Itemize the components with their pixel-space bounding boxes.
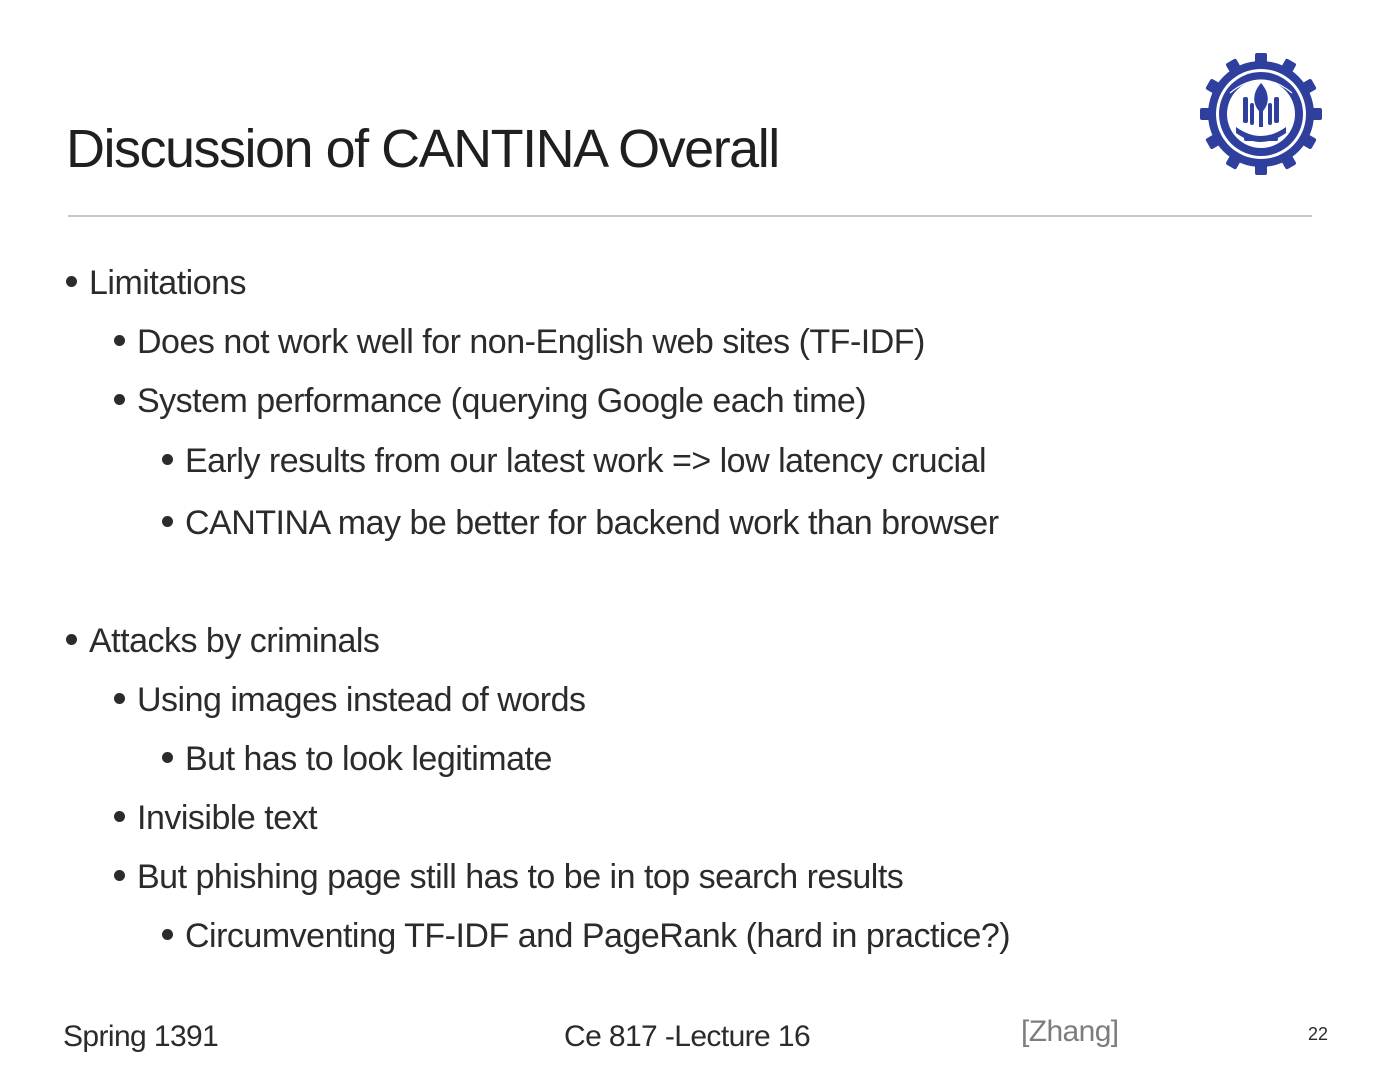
bullet-text: Attacks by criminals	[89, 622, 380, 660]
bullet-dot-icon	[114, 335, 125, 346]
bullet-text: Does not work well for non-English web sites (TF-IDF)	[137, 323, 925, 361]
bullet-item	[114, 858, 903, 897]
bullet-dot-icon	[114, 811, 125, 822]
bullet-item	[114, 681, 586, 720]
bullet-item	[114, 799, 317, 838]
bullet-dot-icon	[162, 752, 173, 763]
title-divider	[68, 215, 1312, 217]
bullet-dot-icon	[162, 454, 173, 465]
slide-title: Discussion of CANTINA Overall	[66, 119, 779, 179]
bullet-text: But phishing page still has to be in top search results	[137, 858, 904, 896]
footer-reference: [Zhang]	[1021, 1015, 1119, 1048]
footer-term: Spring 1391	[63, 1020, 219, 1053]
bullet-text: Invisible text	[137, 799, 318, 837]
bullet-text: System performance (querying Google each time)	[137, 382, 867, 420]
bullet-text: CANTINA may be better for backend work than browser	[185, 504, 999, 542]
bullet-item	[162, 504, 999, 543]
bullet-item	[114, 382, 866, 421]
university-seal-icon	[1200, 53, 1322, 175]
bullet-text: Circumventing TF-IDF and PageRank (hard in practice?)	[185, 917, 1011, 955]
bullet-dot-icon	[162, 929, 173, 940]
bullet-text: Limitations	[89, 264, 247, 302]
bullet-dot-icon	[114, 693, 125, 704]
bullet-dot-icon	[114, 870, 125, 881]
bullet-item	[162, 740, 552, 779]
footer-course: Ce 817 -Lecture 16	[564, 1020, 811, 1053]
bullet-item	[66, 264, 246, 303]
bullet-text: But has to look legitimate	[185, 740, 552, 778]
bullet-text: Using images instead of words	[137, 681, 586, 719]
bullet-dot-icon	[162, 516, 173, 527]
bullet-text: Early results from our latest work => low latency crucial	[185, 442, 987, 480]
bullet-dot-icon	[66, 276, 77, 287]
page-number: 22	[1308, 1024, 1329, 1044]
bullet-dot-icon	[114, 394, 125, 405]
bullet-item	[114, 323, 925, 362]
bullet-item	[162, 917, 1010, 956]
bullet-item	[66, 622, 379, 661]
bullet-item	[162, 442, 986, 481]
bullet-dot-icon	[66, 634, 77, 645]
